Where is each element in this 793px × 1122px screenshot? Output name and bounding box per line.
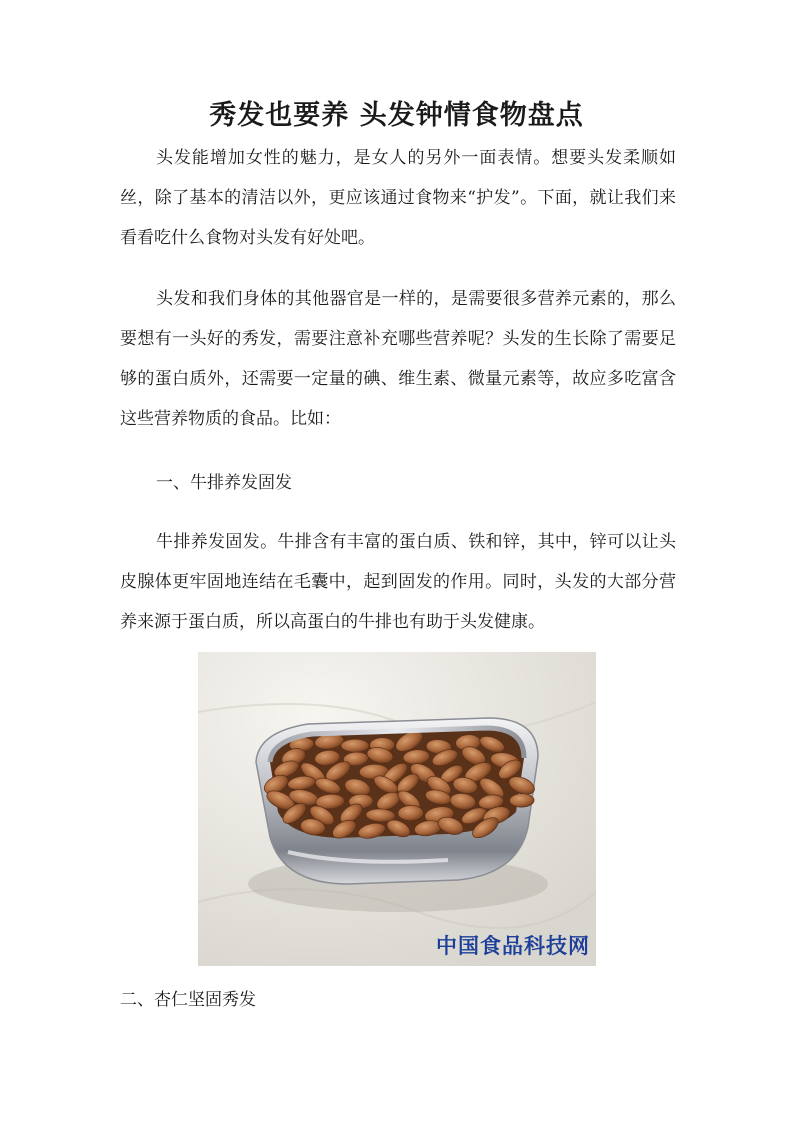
- article-title: 秀发也要养 头发钟情食物盘点: [209, 100, 584, 131]
- paragraph-intro: 头发能增加女性的魅力，是女人的另外一面表情。想要头发柔顺如丝，除了基本的清洁以外，更应该通过食物来“护发”。下面，就让我们来看看吃什么食物对头发有好处吧。: [120, 148, 676, 248]
- almond: [341, 739, 369, 752]
- almond-bowl-illustration: [198, 652, 596, 966]
- almond: [509, 793, 534, 807]
- almond-bowl-photo: [198, 652, 596, 966]
- section-heading-steak: 一、牛排养发固发: [156, 473, 292, 493]
- watermark-text: 中国食品科技网: [436, 934, 590, 958]
- almond: [398, 805, 424, 821]
- section-heading-almond: 二、杏仁坚固秀发: [120, 990, 256, 1010]
- paragraph-steak: 牛排养发固发。牛排含有丰富的蛋白质、铁和锌，其中，锌可以让头皮腺体更牢固地连结在毛囊中，起到固发的作用。同时，头发的大部分营养来源于蛋白质，所以高蛋白的牛排也有助于头发健康。: [120, 532, 676, 632]
- paragraph-nutrition: 头发和我们身体的其他器官是一样的，是需要很多营养元素的，那么要想有一头好的秀发，需要注意补充哪些营养呢？头发的生长除了需要足够的蛋白质外，还需要一定量的碘、维生素、微量元素等，故应多吃富含这些营养物质的食品。比如：: [120, 289, 676, 429]
- almond-pile: [261, 727, 537, 842]
